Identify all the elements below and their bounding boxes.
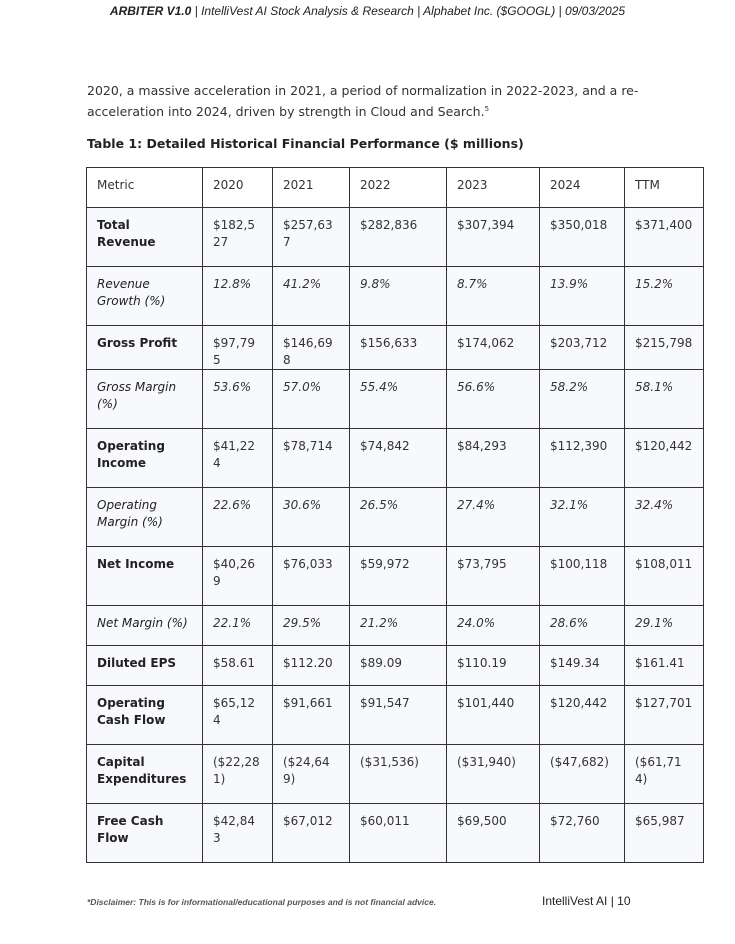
table-cell: ($31,940)	[447, 745, 540, 804]
table-row-capital-expenditures	[87, 745, 704, 804]
column-header: TTM	[625, 168, 704, 208]
column-header: 2023	[447, 168, 540, 208]
table-cell: $42,843	[203, 804, 273, 863]
table-cell: ($24,649)	[273, 745, 350, 804]
table-cell: 55.4%	[350, 370, 447, 429]
table-row-operating-cash-flow	[87, 686, 704, 745]
table-cell: $91,661	[273, 686, 350, 745]
table-cell: ($31,536)	[350, 745, 447, 804]
table-title: Table 1: Detailed Historical Financial Performance ($ millions)	[87, 136, 524, 151]
intro-footnote: 5	[484, 105, 490, 113]
row-label: Gross Margin (%)	[87, 370, 203, 429]
table-row-gross-profit	[87, 326, 704, 370]
column-header: 2024	[540, 168, 625, 208]
table-cell: $146,698	[273, 326, 350, 370]
table-cell: $350,018	[540, 208, 625, 267]
table-cell: $59,972	[350, 547, 447, 606]
header-brand: ARBITER V1.0	[109, 4, 192, 18]
table-cell: $156,633	[350, 326, 447, 370]
row-label: Diluted EPS	[87, 646, 203, 686]
table-cell: 32.4%	[625, 488, 704, 547]
table-cell: 9.8%	[350, 267, 447, 326]
table-cell: 21.2%	[350, 606, 447, 646]
intro-paragraph	[87, 82, 647, 121]
table-row-diluted-eps	[87, 646, 704, 686]
table-cell: ($22,281)	[203, 745, 273, 804]
table-cell: $108,011	[625, 547, 704, 606]
table-row-free-cash-flow	[87, 804, 704, 863]
row-label: Gross Profit	[87, 326, 203, 370]
table-cell: $58.61	[203, 646, 273, 686]
row-label: Net Income	[87, 547, 203, 606]
table-cell: 41.2%	[273, 267, 350, 326]
table-cell: $120,442	[625, 429, 704, 488]
table-cell: $78,714	[273, 429, 350, 488]
table-cell: 22.6%	[203, 488, 273, 547]
table-cell: 24.0%	[447, 606, 540, 646]
table-cell: $127,701	[625, 686, 704, 745]
table-cell: 15.2%	[625, 267, 704, 326]
table-cell: ($47,682)	[540, 745, 625, 804]
table-row-operating-margin	[87, 488, 704, 547]
table-cell: 22.1%	[203, 606, 273, 646]
table-cell: $174,062	[447, 326, 540, 370]
column-header: 2022	[350, 168, 447, 208]
table-row-revenue-growth	[87, 267, 704, 326]
table-cell: 27.4%	[447, 488, 540, 547]
table-cell: 58.2%	[540, 370, 625, 429]
table-cell: $112.20	[273, 646, 350, 686]
table-cell: $69,500	[447, 804, 540, 863]
table-cell: $112,390	[540, 429, 625, 488]
table-cell: $76,033	[273, 547, 350, 606]
column-header: Metric	[87, 168, 203, 208]
table-cell: $73,795	[447, 547, 540, 606]
table-cell: $65,124	[203, 686, 273, 745]
table-cell: 53.6%	[203, 370, 273, 429]
row-label: Operating Cash Flow	[87, 686, 203, 745]
row-label: Capital Expenditures	[87, 745, 203, 804]
table-cell: $161.41	[625, 646, 704, 686]
disclaimer-text: *Disclaimer: This is for informational/educational purposes and is not financial advice.	[87, 897, 437, 907]
row-label: Operating Margin (%)	[87, 488, 203, 547]
table-cell: $60,011	[350, 804, 447, 863]
table-cell: $67,012	[273, 804, 350, 863]
row-label: Net Margin (%)	[87, 606, 203, 646]
table-cell: $84,293	[447, 429, 540, 488]
header-details: | IntelliVest AI Stock Analysis & Research | Alphabet Inc. ($GOOGL) | 09/03/2025	[191, 4, 626, 18]
table-cell: 29.5%	[273, 606, 350, 646]
table-cell: $182,527	[203, 208, 273, 267]
table-cell: 58.1%	[625, 370, 704, 429]
row-label: Free Cash Flow	[87, 804, 203, 863]
table-cell: $282,836	[350, 208, 447, 267]
table-row-total-revenue	[87, 208, 704, 267]
table-row-operating-income	[87, 429, 704, 488]
table-row-net-income	[87, 547, 704, 606]
table-cell: $41,224	[203, 429, 273, 488]
table-cell: $120,442	[540, 686, 625, 745]
row-label: Total Revenue	[87, 208, 203, 267]
page-header	[0, 4, 735, 18]
table-header-row	[87, 168, 704, 208]
table-cell: $97,795	[203, 326, 273, 370]
table-cell: $215,798	[625, 326, 704, 370]
row-label: Operating Income	[87, 429, 203, 488]
table-cell: $65,987	[625, 804, 704, 863]
table-cell: $74,842	[350, 429, 447, 488]
table-row-net-margin	[87, 606, 704, 646]
table-cell: $72,760	[540, 804, 625, 863]
table-cell: 8.7%	[447, 267, 540, 326]
table-cell: 12.8%	[203, 267, 273, 326]
table-cell: 29.1%	[625, 606, 704, 646]
table-cell: 28.6%	[540, 606, 625, 646]
table-cell: $101,440	[447, 686, 540, 745]
table-cell: $307,394	[447, 208, 540, 267]
financial-performance-table	[86, 167, 704, 863]
table-cell: $40,269	[203, 547, 273, 606]
table-cell: $203,712	[540, 326, 625, 370]
table-cell: 57.0%	[273, 370, 350, 429]
page-number: IntelliVest AI | 10	[542, 894, 631, 908]
table-cell: $89.09	[350, 646, 447, 686]
table-cell: $149.34	[540, 646, 625, 686]
table-cell: $257,637	[273, 208, 350, 267]
table-cell: 32.1%	[540, 488, 625, 547]
table-cell: 13.9%	[540, 267, 625, 326]
table-cell: ($61,714)	[625, 745, 704, 804]
table-cell: $110.19	[447, 646, 540, 686]
table-cell: 30.6%	[273, 488, 350, 547]
table-cell: 56.6%	[447, 370, 540, 429]
row-label: Revenue Growth (%)	[87, 267, 203, 326]
table-cell: $100,118	[540, 547, 625, 606]
table-cell: 26.5%	[350, 488, 447, 547]
table-cell: $371,400	[625, 208, 704, 267]
intro-text: 2020, a massive acceleration in 2021, a period of normalization in 2022-2023, and a re-acceleration into 2024, driven by strength in Cloud and Search.	[87, 83, 639, 120]
table-row-gross-margin	[87, 370, 704, 429]
column-header: 2021	[273, 168, 350, 208]
column-header: 2020	[203, 168, 273, 208]
table-cell: $91,547	[350, 686, 447, 745]
